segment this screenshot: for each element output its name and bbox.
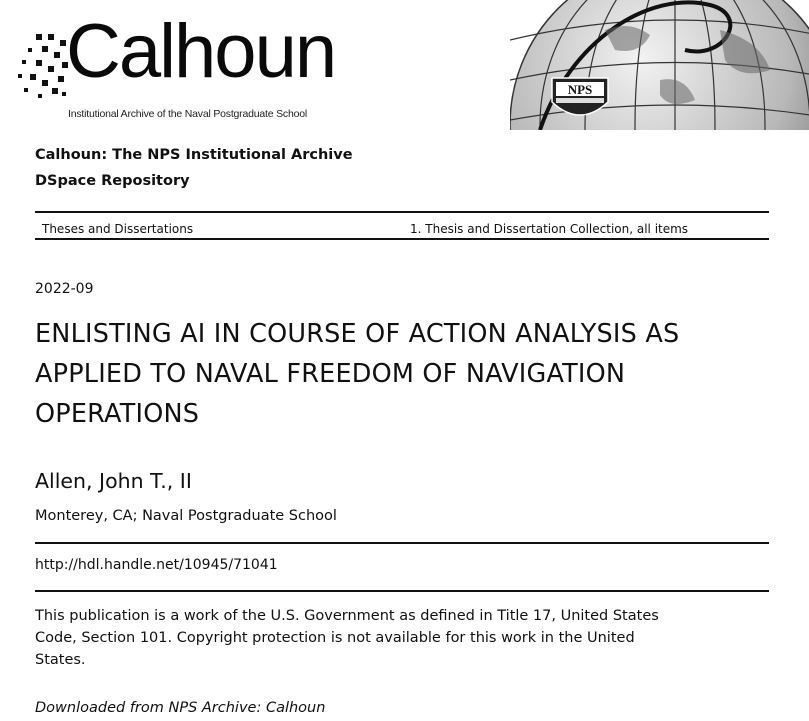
- divider: [35, 238, 769, 240]
- divider: [35, 542, 769, 544]
- rights-statement: This publication is a work of the U.S. Government as defined in Title 17, United States Code, Section 101. Copyright protection is not available for this work in the United States.: [35, 608, 659, 668]
- logo-tagline: Institutional Archive of the Naval Postgraduate School: [68, 108, 308, 120]
- divider: [35, 590, 769, 592]
- author: Allen, John T., II: [35, 469, 192, 493]
- globe-icon: [510, 0, 809, 130]
- logo-wordmark: Calhoun: [66, 9, 336, 94]
- document-title: ENLISTING AI IN COURSE OF ACTION ANALYSIS AS APPLIED TO NAVAL FREEDOM OF NAVIGATION OPERATIONS: [35, 319, 680, 429]
- nps-seal-icon: [552, 78, 608, 115]
- seal-label: NPS: [567, 82, 593, 97]
- repository-type: DSpace Repository: [35, 173, 190, 189]
- globe-graphic: [510, 0, 809, 130]
- collection-name: 1. Thesis and Dissertation Collection, all items: [410, 222, 689, 236]
- download-source: Downloaded from NPS Archive: Calhoun: [35, 700, 326, 716]
- repository-name: Calhoun: The NPS Institutional Archive: [35, 147, 353, 163]
- affiliation: Monterey, CA; Naval Postgraduate School: [35, 508, 337, 524]
- calhoun-logo: [18, 9, 336, 122]
- handle-link[interactable]: http://hdl.handle.net/10945/71041: [35, 557, 278, 573]
- publication-date: 2022-09: [35, 281, 94, 297]
- divider: [35, 211, 769, 213]
- collection-label: Theses and Dissertations: [42, 222, 194, 236]
